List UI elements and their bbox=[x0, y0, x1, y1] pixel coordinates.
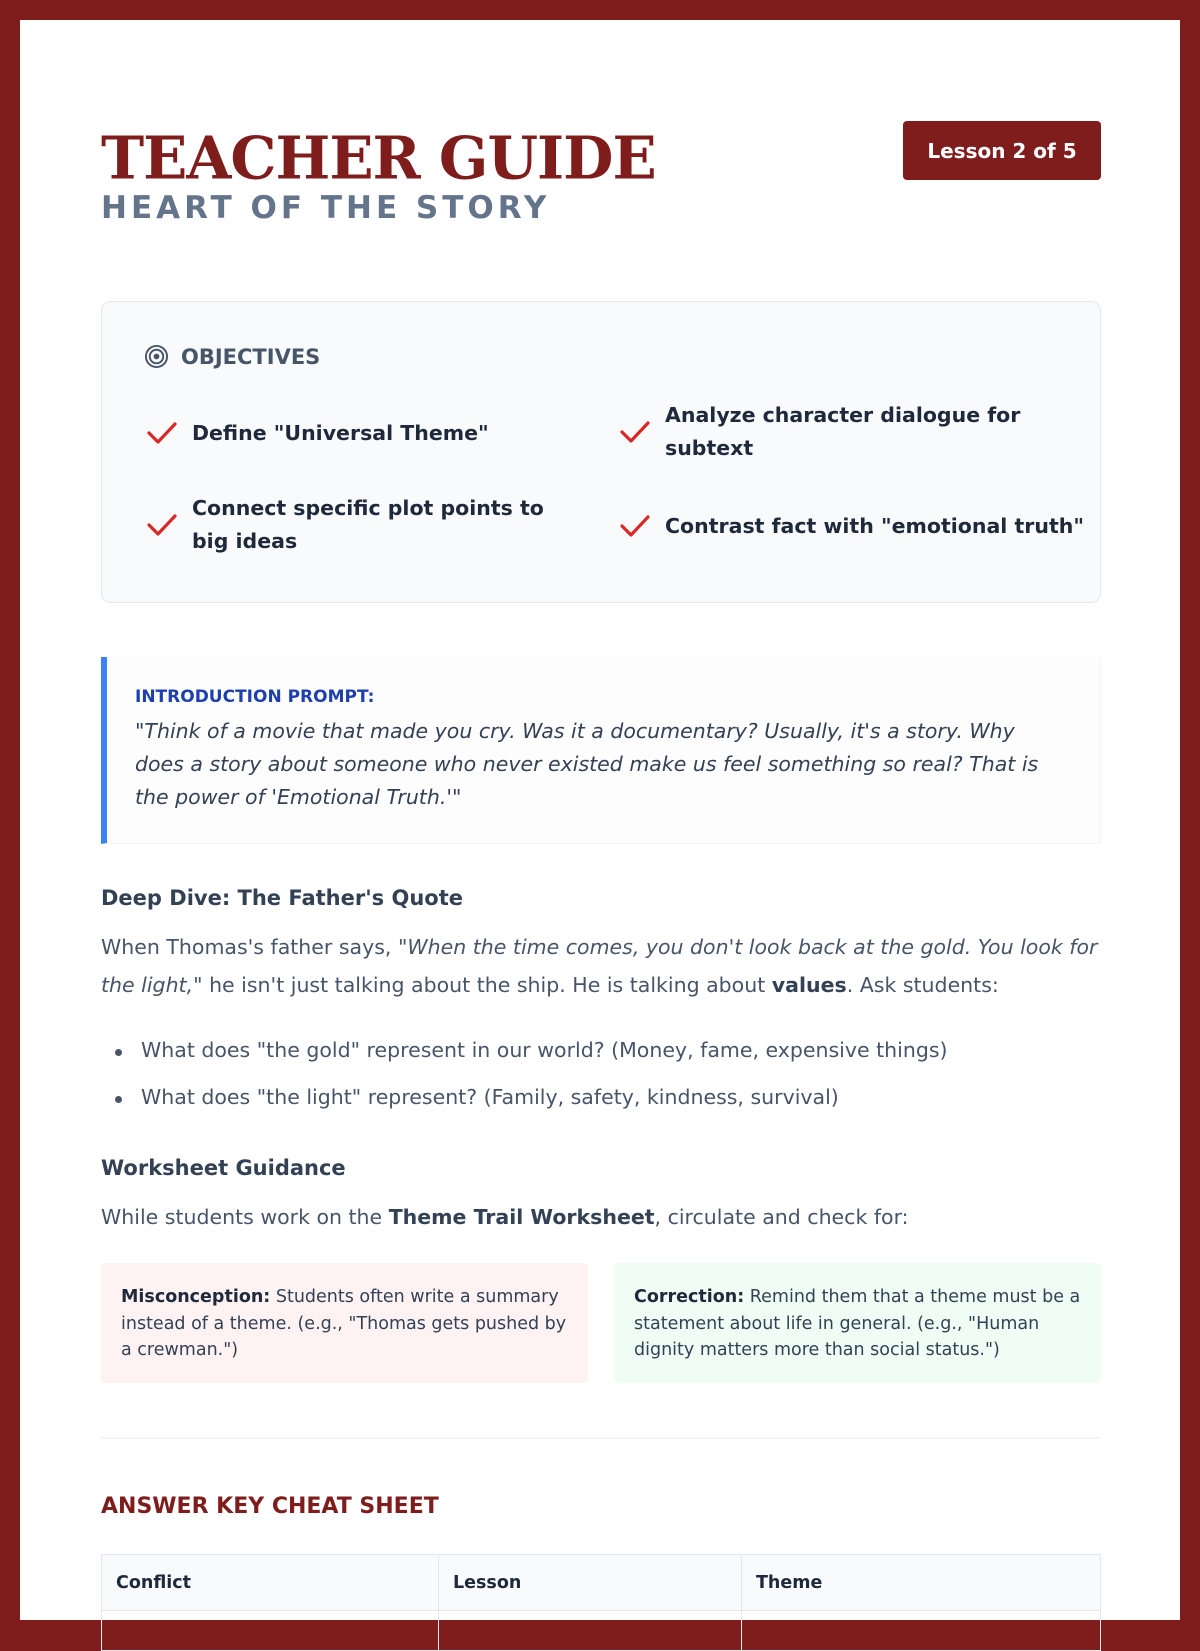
intro-label: INTRODUCTION PROMPT: bbox=[135, 687, 375, 707]
objectives-box bbox=[101, 301, 1101, 603]
worksheet-name: Theme Trail Worksheet bbox=[388, 1205, 655, 1229]
objective-text: Analyze character dialogue for subtext bbox=[665, 403, 1021, 460]
section-divider bbox=[101, 1437, 1101, 1439]
column-header-lesson: Lesson bbox=[439, 1555, 742, 1611]
lesson-badge: Lesson 2 of 5 bbox=[903, 121, 1101, 180]
page-subtitle: HEART OF THE STORY bbox=[101, 190, 551, 226]
text-run: he isn't just talking about the ship. He is talking about bbox=[202, 973, 772, 997]
table-header-row bbox=[102, 1555, 1101, 1611]
objective-item bbox=[617, 508, 1084, 544]
table-cell bbox=[102, 1611, 439, 1651]
text-run: While students work on the bbox=[101, 1205, 389, 1229]
bullet-dot bbox=[115, 1049, 122, 1056]
deep-dive-paragraph bbox=[101, 928, 1101, 1004]
checkmark-icon bbox=[617, 508, 653, 544]
text-run: When Thomas's father says, bbox=[101, 935, 398, 959]
checkmark-icon bbox=[617, 414, 653, 450]
objective-item bbox=[617, 399, 1057, 465]
answer-key-heading: ANSWER KEY CHEAT SHEET bbox=[101, 1494, 439, 1519]
text-run: . Ask students: bbox=[846, 973, 999, 997]
introduction-prompt bbox=[101, 657, 1101, 844]
bullet-dot bbox=[115, 1096, 122, 1103]
table-cell bbox=[742, 1611, 1101, 1651]
list-item-text: What does "the gold" represent in our world? (Money, fame, expensive things) bbox=[141, 1038, 948, 1062]
page bbox=[20, 20, 1180, 1620]
father-quote: "When the time comes, you don't look back at the gold. You look for the light," bbox=[101, 935, 1098, 997]
column-header-theme: Theme bbox=[742, 1555, 1101, 1611]
objectives-heading bbox=[144, 344, 320, 369]
target-icon bbox=[144, 344, 169, 369]
worksheet-heading: Worksheet Guidance bbox=[101, 1156, 346, 1180]
objectives-heading-label: OBJECTIVES bbox=[181, 344, 321, 369]
checkmark-icon bbox=[144, 415, 180, 451]
header bbox=[101, 108, 1101, 238]
bold-word: values bbox=[771, 973, 847, 997]
intro-text: "Think of a movie that made you cry. Was it a documentary? Usually, it's a story. Why does a story about someone who never existed make us feel something so real? That is the power of 'Emotional Truth.'" bbox=[135, 719, 1039, 809]
misconception-label: Misconception: bbox=[121, 1287, 271, 1307]
objective-item bbox=[144, 415, 489, 451]
objective-item bbox=[144, 492, 584, 558]
objective-text: Contrast fact with "emotional truth" bbox=[665, 513, 1085, 538]
worksheet-paragraph bbox=[101, 1198, 1101, 1236]
objective-text: Define "Universal Theme" bbox=[192, 420, 489, 445]
misconception-text: Students often write a summary instead of a theme. (e.g., "Thomas gets pushed by a crewman.") bbox=[121, 1287, 567, 1360]
deep-dive-heading: Deep Dive: The Father's Quote bbox=[101, 886, 463, 910]
page-title: TEACHER GUIDE bbox=[101, 123, 656, 193]
column-header-conflict: Conflict bbox=[102, 1555, 439, 1611]
correction-label: Correction: bbox=[634, 1287, 745, 1307]
list-item-text: What does "the light" represent? (Family, safety, kindness, survival) bbox=[141, 1085, 839, 1109]
checkmark-icon bbox=[144, 507, 180, 543]
misconception-note bbox=[101, 1263, 588, 1383]
table-row bbox=[102, 1611, 1101, 1651]
correction-text: Remind them that a theme must be a statement about life in general. (e.g., "Human dignity matters more than social status.") bbox=[634, 1287, 1081, 1360]
correction-note bbox=[614, 1263, 1101, 1383]
answer-key-table bbox=[101, 1554, 1101, 1651]
text-run: , circulate and check for: bbox=[654, 1205, 909, 1229]
objective-text: Connect specific plot points to big ideas bbox=[192, 496, 544, 553]
table-cell bbox=[439, 1611, 742, 1651]
